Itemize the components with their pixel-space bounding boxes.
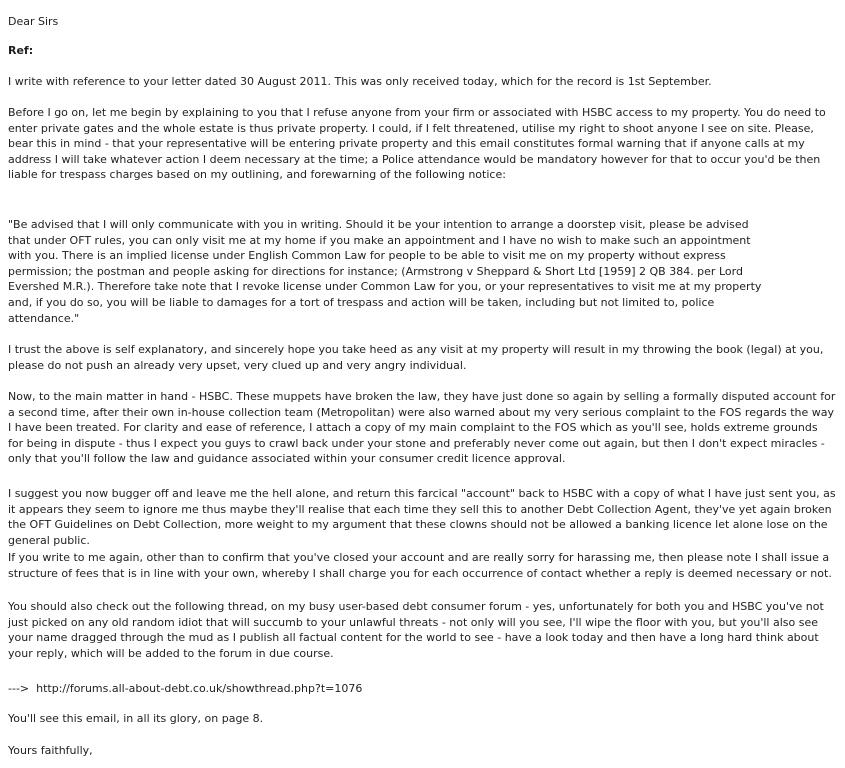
- closing: Yours faithfully,: [8, 744, 93, 757]
- ref-label: Ref:: [8, 44, 34, 57]
- paragraph-self-explanatory: I trust the above is self explanatory, and sincerely hope you take heed as any visit at my property will result in my throwing the book (legal) at you, please do not push an already very upset, very clued up and very angry individual.: [8, 343, 824, 372]
- paragraph-fees: If you write to me again, other than to confirm that you've closed your account and are really sorry for harassing me, then please note I shall issue a structure of fees that is in line with your own, whereby I shall charge you for each occurrence of contact whether a reply is deemed necessary or not.: [8, 551, 832, 580]
- quoted-notice: "Be advised that I will only communicate with you in writing. Should it be your intention to arrange a doorstep visit, please be advised that under OFT rules, you can only visit me at my home if you make an appointment and I have no wish to make such an appointment with you. There is an implied license under English Common Law for people to be able to visit me on my property without express permission; the postman and people asking for directions for instance; (Armstrong v Sheppard & Short Ltd [1959] 2 QB 384. per Lord Evershed M.R.). Therefore take note that I revoke license under Common Law for you, or your representatives to visit me at my property and, if you do so, you will be liable to damages for a tort of trespass and action will be taken, including but not limited to, police attendance.": [8, 218, 762, 325]
- paragraph-intro: I write with reference to your letter dated 30 August 2011. This was only received today, which for the record is 1st September.: [8, 75, 712, 88]
- forum-link-line: [8, 681, 362, 697]
- forum-thread-link[interactable]: http://forums.all-about-debt.co.uk/showthread.php?t=1076: [36, 682, 363, 695]
- paragraph-access: Before I go on, let me begin by explaining to you that I refuse anyone from your firm or associated with HSBC access to my property. You do need to enter private gates and the whole estate is thus private property. I could, if I felt threatened, utilise my right to shoot anyone I see on site. Please, bear this in mind - that your representative will be entering private property and this email constitutes formal warning that if anyone calls at my address I will take whatever action I deem necessary at the time; a Police attendance would be mandatory however for that to occur you'd be then liable for trespass charges based on my outlining, and forewarning of the following notice:: [8, 106, 826, 182]
- arrow-text: --->: [8, 682, 30, 695]
- paragraph-hsbc: Now, to the main matter in hand - HSBC. These muppets have broken the law, they have just done so again by selling a formally disputed account for a second time, after their own in-house collection team (Metropolitan) were also warned about my very serious complaint to the FOS regards the way I have been treated. For clarity and ease of reference, I attach a copy of my main complaint to the FOS which as you'll see, holds extreme grounds for being in dispute - thus I expect you guys to crawl back under your stone and preferably never come out again, but then I don't expect miracles - only that you'll follow the law and guidance associated within your consumer credit licence approval.: [8, 390, 836, 466]
- paragraph-forum: You should also check out the following thread, on my busy user-based debt consumer forum - yes, unfortunately for both you and HSBC you've not just picked on any old random idiot that will succumb to your unlawful threats - not only will you see, I'll wipe the floor with you, but you'll also see your name dragged through the mud as I publish all factual content for the world to see - have a look today and then have a long hard think about your reply, which will be added to the forum in due course.: [8, 600, 824, 660]
- salutation: Dear Sirs: [8, 15, 59, 28]
- paragraph-bugger-off: I suggest you now bugger off and leave me the hell alone, and return this farcical "account" back to HSBC with a copy of what I have just sent you, as it appears they seem to ignore me thus maybe they'll realise that each time they sell this to another Debt Collection Agent, they've yet again broken the OFT Guidelines on Debt Collection, more weight to my argument that these clowns should not be allowed a banking licence let alone lose on the general public.: [8, 487, 836, 547]
- paragraph-page-8: You'll see this email, in all its glory, on page 8.: [8, 712, 264, 725]
